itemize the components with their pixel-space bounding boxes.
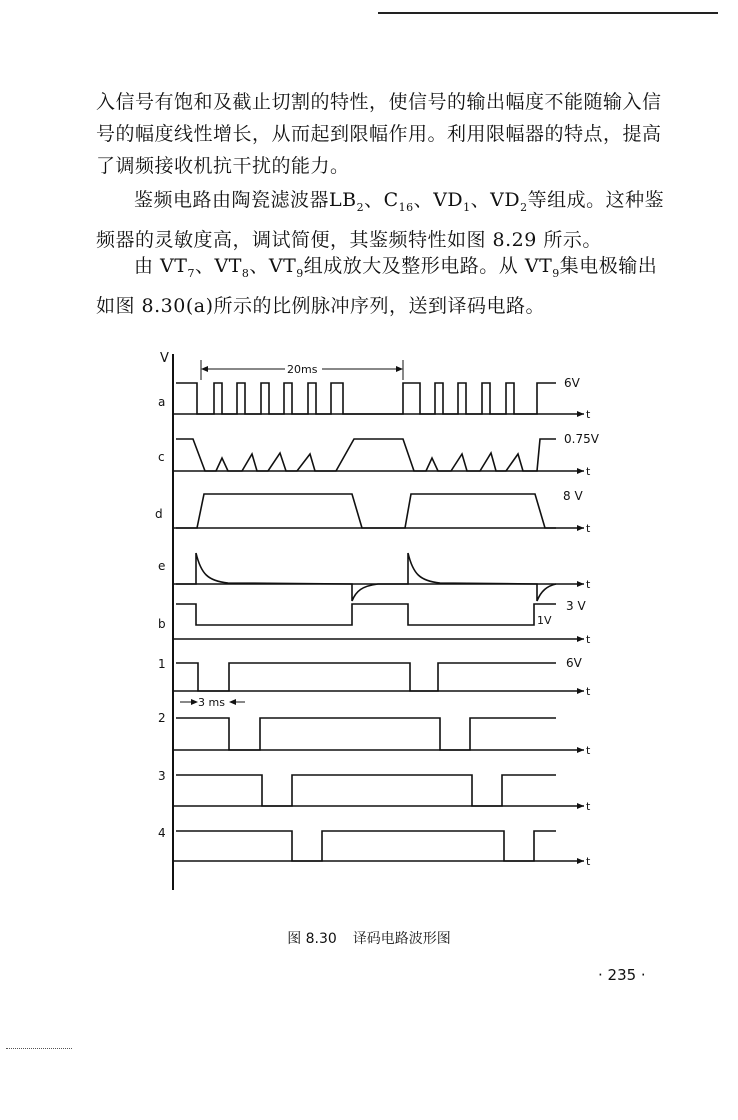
p3-after: 集电极输出如图 8.30(a)所示的比例脉冲序列，送到译码电路。 — [96, 255, 658, 317]
paragraph-1: 入信号有饱和及截止切割的特性，使信号的输出幅度不能随输入信号的幅度线性增长，从而起到限幅作用。利用限幅器的特点，提高了调频接收机抗干扰的能力。 — [96, 91, 662, 177]
p2-after: 等组成。这种鉴频器的灵敏度高，调试简便，其鉴频特性如图 8.29 所示。 — [96, 189, 665, 251]
trace-e — [158, 553, 591, 601]
p3-vt9a-sub: 9 — [296, 266, 304, 280]
trace-1-axis-t: t — [586, 685, 591, 698]
caption-title: 译码电路波形图 — [352, 931, 451, 947]
p2-c: C — [383, 189, 399, 211]
p3-before: 由 — [134, 255, 161, 277]
waveform-figure — [0, 340, 738, 920]
p2-before: 鉴频电路由陶瓷滤波器 — [134, 189, 330, 211]
p3-vt9b-sub: 9 — [552, 266, 560, 280]
trace-e-label: e — [158, 559, 166, 573]
trace-c-label: c — [158, 450, 165, 464]
trace-2-axis-t: t — [586, 744, 591, 757]
trace-a — [158, 376, 591, 421]
trace-2 — [158, 711, 591, 757]
trace-c-axis-t: t — [586, 465, 591, 478]
trace-1-label: 1 — [158, 657, 166, 671]
trace-b-level: 3 V — [566, 599, 586, 613]
caption-number: 图 8.30 — [287, 931, 337, 947]
scan-speck — [6, 1048, 72, 1049]
axis-v-label: V — [160, 351, 169, 366]
p3-vt7-sub: 7 — [187, 266, 195, 280]
trace-4 — [158, 826, 591, 868]
trace-d-label: d — [155, 507, 163, 521]
p2-vd2-sub: 2 — [520, 200, 528, 214]
trace-3-label: 3 — [158, 769, 166, 783]
trace-b-axis-t: t — [586, 633, 591, 646]
trace-1-level: 6V — [566, 656, 582, 670]
p2-lb: LB — [329, 189, 357, 211]
p2-vd1-sub: 1 — [463, 200, 471, 214]
p2-c-sub: 16 — [398, 200, 414, 214]
paragraph-3: 由 $VT_7$、$VT_8$、$VT_9$组成放大及整形电路。从 $VT_9$集电极输出如图 8.30(a)所示的比例脉冲序列，送到译码电路。 — [96, 255, 658, 317]
trace-b-level-low: 1V — [537, 614, 552, 627]
trace-4-label: 4 — [158, 826, 166, 840]
p2-lb-sub: 2 — [356, 200, 365, 214]
figure-caption — [0, 928, 738, 948]
page-number: · 235 · — [598, 966, 646, 984]
trace-d-level: 8 V — [563, 489, 583, 503]
trace-3-axis-t: t — [586, 800, 591, 813]
p3-vt9b: VT — [524, 255, 553, 277]
trace-b-label: b — [158, 617, 166, 631]
trace-a-level: 6V — [564, 376, 580, 390]
trace-e-axis-t: t — [586, 578, 591, 591]
trace-a-label: a — [158, 395, 166, 409]
p2-vd1: VD — [433, 189, 464, 211]
p3-middle: 组成放大及整形电路。从 — [303, 255, 525, 277]
p3-vt7: VT — [160, 255, 188, 277]
trace-2-label: 2 — [158, 711, 166, 725]
trace-4-axis-t: t — [586, 855, 591, 868]
trace-a-axis-t: t — [586, 408, 591, 421]
p3-vt8-sub: 8 — [241, 266, 250, 280]
dimension-3ms — [180, 696, 245, 709]
trace-3 — [158, 769, 591, 813]
p3-vt9a: VT — [268, 255, 297, 277]
dimension-20ms — [201, 360, 403, 380]
paragraph-2: 鉴频电路由陶瓷滤波器$LB_2$、$C_{16}$、$VD_1$、$VD_2$等组成。这种鉴频器的灵敏度高，调试简便，其鉴频特性如图 8.29 所示。 — [96, 189, 665, 251]
trace-c — [158, 432, 600, 478]
p3-vt8: VT — [214, 255, 242, 277]
top-rule — [378, 12, 718, 14]
trace-b — [158, 599, 591, 646]
dim-3ms-label: 3 ms — [198, 696, 225, 709]
trace-c-level: 0.75V — [564, 432, 599, 446]
dim-20ms-label: 20ms — [287, 363, 318, 376]
trace-d — [155, 489, 591, 535]
trace-d-axis-t: t — [586, 522, 591, 535]
trace-1 — [158, 656, 591, 698]
p2-vd2: VD — [490, 189, 521, 211]
